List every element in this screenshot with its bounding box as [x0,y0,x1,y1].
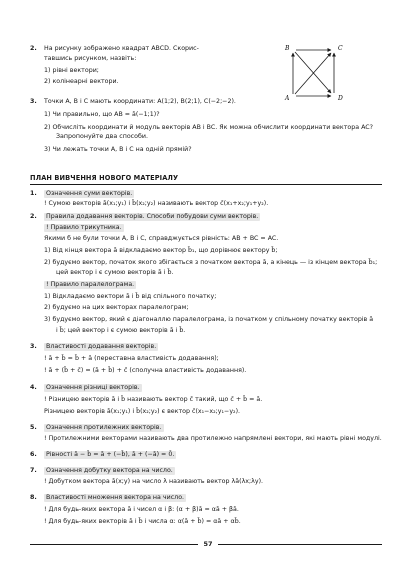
vertex-d-label: D [338,95,343,102]
vertex-c-label: C [338,45,343,52]
square-abcd-diagram [284,42,346,104]
textbook-page: 2. На рисунку зображено квадрат ABCD. Скорис- тавшись рисунком, назвіть: 1) рівні вектори; 2) колінеарні вектори. B C A D 3. Точки A, B і C мають координати: A(1;2), B(2;1), C(−2;−2). 1) Чи правильно, що AB = ā(−1;1)? 2) Обчисліть координати й модуль векторів AB і BC. Як можна обчислити координати вектора AC? Запропонуйте два способи. 3) Чи лежать точки A, B і C на одній прямій? ПЛАН ВИВЧЕННЯ НОВОГО МАТЕРІАЛУ 1. Означення суми векторів. ! Сумою векторів ā(x₁;y₁) і b̄(x₂;y₂) називають вектор c̄(x₁+x₂;y₁+y₂). 2. Правила додавання векторів. Способи побудови суми векторів. ! Правило трикутника. Якими б не були точки A, B і C, справджується рівність: AB + BC = AC. 1) Від кінця вектора ā відкладаємо вектор b̄₁, що дорівнює вектору b̄; 2) будуємо вектор, початок якого збігається з початком вектора ā, а кінець — із кінцем вектора b̄₁; цей вектор і є сумою векторів ā і b̄. ! Правило паралелограма. 1) Відкладаємо вектори ā і b̄ від спільного початку; 2) будуємо на цих векторах паралелограм; 3) будуємо вектор, який є діагоналлю паралелограма, із початком у спільному початку векторів ā і b̄; цей вектор і є сумою векторів ā і b̄. 3. Властивості додавання векторів. ! ā + b̄ = b̄ + ā (переставна властивість додавання); ! ā + (b̄ + c̄) = (ā + b̄) + c̄ (сполучна властивість додавання). 4. Означення різниці векторів. ! Різницею векторів ā і b̄ називають вектор c̄ такий, що c̄ + b̄ = ā. Різницею векторів ā(x₁;y₁) і b̄(x₂;y₂) є вектор c̄(x₁−x₂;y₁−y₂). 5. Означення протилежних векторів. ! Протилежними векторами називають два протилежно напрямлені вектори, які мають рівні модулі. 6. Рівності ā − b̄ = ā + (−b̄), ā + (−ā) = 0̄. 7. Означення добутку вектора на число. ! Добутком вектора ā(x;y) на число λ називають вектор λā(λx;λy). 8. Властивості множення вектора на число. ! Для будь-яких вектора ā і чисел α і β: (α + β)ā = αā + βā. ! Для будь-яких векторів ā і b̄ і числа α: α(ā + b̄) = αā + αb̄. 57 [0,0,416,576]
plan-heading: ПЛАН ВИВЧЕННЯ НОВОГО МАТЕРІАЛУ [30,174,179,182]
vertex-b-label: B [285,45,290,52]
heading-rule [30,184,382,185]
vertex-a-label: A [285,95,290,102]
page-number: 57 [203,540,213,548]
